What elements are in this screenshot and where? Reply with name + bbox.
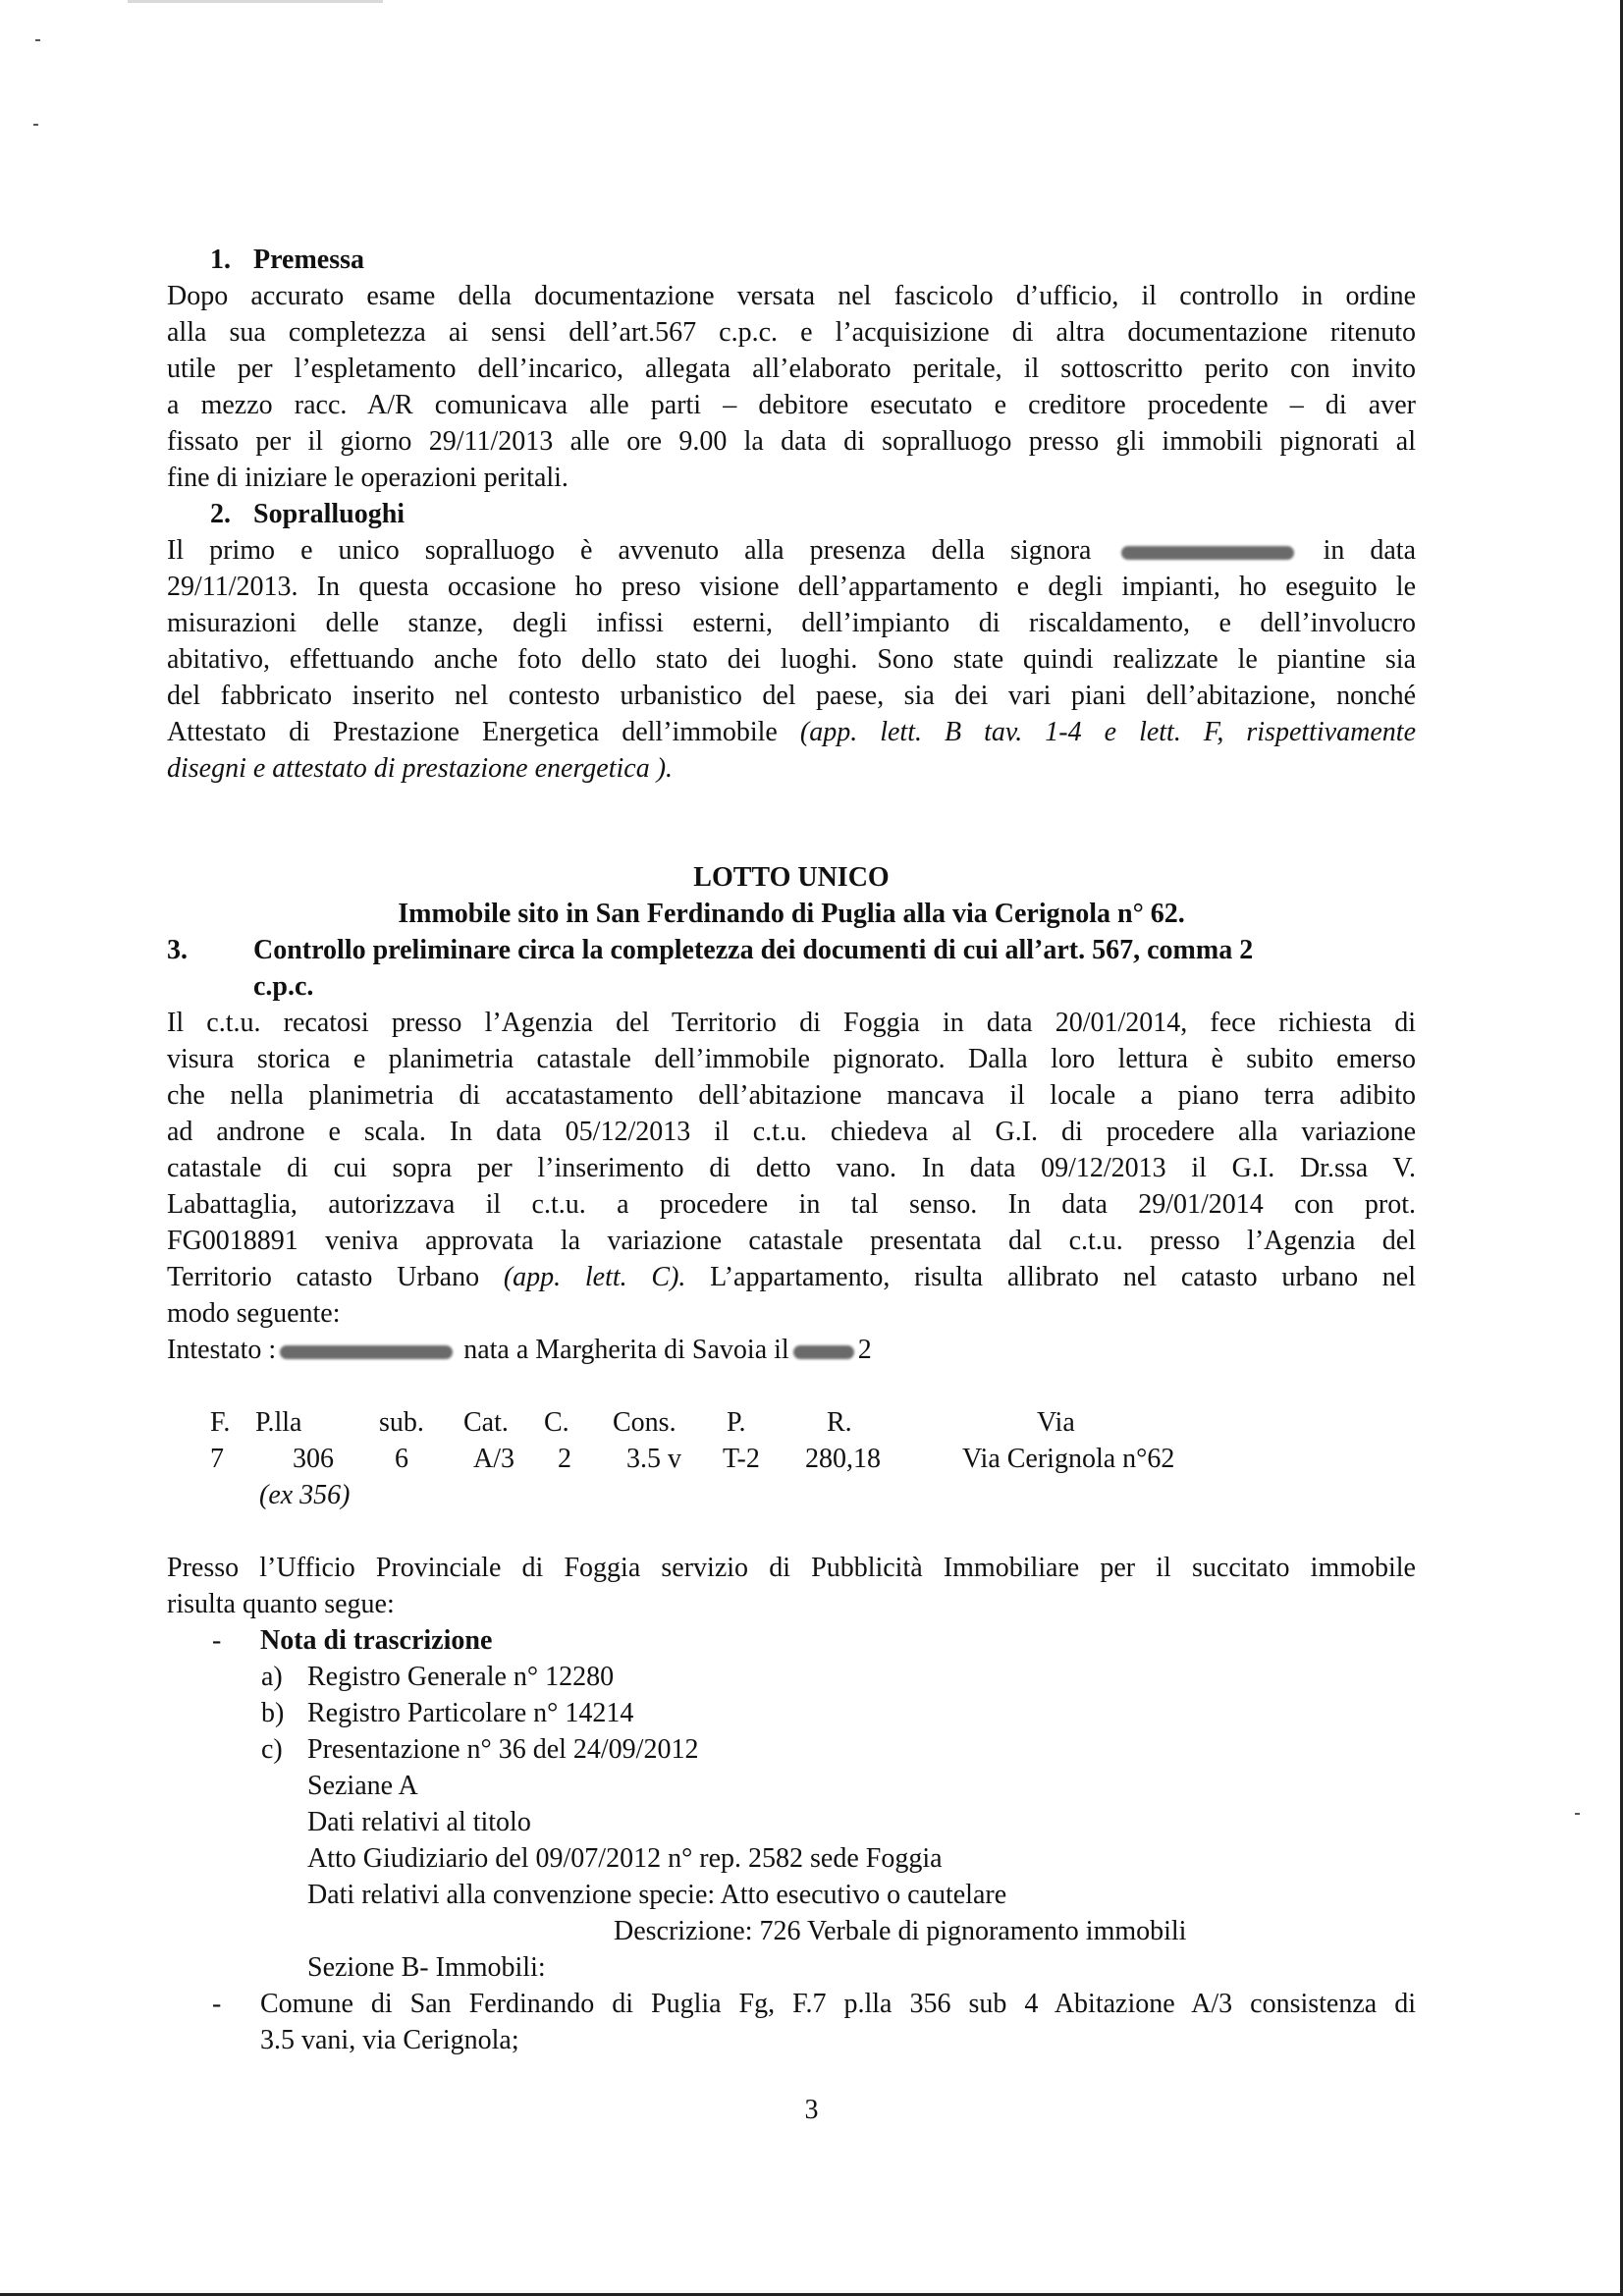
- scan-speck: [35, 39, 40, 41]
- table-header: Via: [1037, 1407, 1075, 1438]
- detail-line: Dati relativi alla convenzione specie: Atto esecutivo o cautelare: [307, 1880, 1007, 1910]
- detail-line: Dati relativi al titolo: [307, 1807, 531, 1837]
- list-item: a) Registro Generale n° 12280: [261, 1662, 615, 1692]
- comune-line: - Comune di San Ferdinando di Puglia Fg, F.7 p.lla 356 sub 4 Abitazione A/3 consistenza di: [212, 1989, 1416, 2019]
- detail-line: Seziane A: [307, 1771, 418, 1801]
- paragraph-line: del fabbricato inserito nel contesto urbanistico del paese, sia dei vari piani dell’abitazione, nonché: [167, 681, 1416, 711]
- cadastral-table: [167, 1404, 1416, 1513]
- scan-edge-top: [128, 0, 383, 3]
- table-cell: 280,18: [805, 1444, 881, 1474]
- section-heading-sopralluoghi: 2. Sopralluoghi: [210, 499, 406, 529]
- paragraph-line: che nella planimetria di accatastamento dell’abitazione mancava il locale a piano terra adibito: [167, 1080, 1416, 1111]
- redacted-name: [1121, 546, 1294, 560]
- table-header: R.: [827, 1407, 852, 1438]
- paragraph-line: Il primo e unico sopralluogo è avvenuto alla presenza della signora in data: [167, 535, 1417, 566]
- list-item: b) Registro Particolare n° 14214: [261, 1698, 634, 1728]
- lotto-subtitle: Immobile sito in San Ferdinando di Puglia alla via Cerignola n° 62.: [398, 899, 1185, 929]
- comune-line: 3.5 vani, via Cerignola;: [260, 2025, 519, 2055]
- table-header: Cons.: [613, 1407, 676, 1438]
- paragraph-line: utile per l’espletamento dell’incarico, allegata all’elaborato peritale, il sottoscritto perito con invito: [167, 354, 1416, 384]
- table-cell: 3.5 v: [626, 1444, 681, 1474]
- table-header: F.: [210, 1407, 231, 1438]
- detail-line: Sezione B- Immobili:: [307, 1952, 546, 1983]
- section-heading-premessa: 1. Premessa: [210, 245, 364, 275]
- paragraph-line: Dopo accurato esame della documentazione versata nel fascicolo d’ufficio, il controllo in ordine: [167, 281, 1416, 311]
- paragraph-line: 29/11/2013. In questa occasione ho preso visione dell’appartamento e degli impianti, ho eseguito le: [167, 572, 1416, 602]
- paragraph-line: Il c.t.u. recatosi presso l’Agenzia del Territorio di Foggia in data 20/01/2014, fece richiesta di: [167, 1008, 1416, 1038]
- table-note: (ex 356): [259, 1480, 351, 1510]
- scan-speck: [33, 124, 38, 126]
- detail-line: Atto Giudiziario del 09/07/2012 n° rep. 2582 sede Foggia: [307, 1843, 943, 1874]
- paragraph-line: a mezzo racc. A/R comunicava alle parti – debitore esecutato e creditore procedente – di aver: [167, 390, 1416, 420]
- table-header: P.: [727, 1407, 746, 1438]
- paragraph-line: Territorio catasto Urbano (app. lett. C). L’appartamento, risulta allibrato nel catasto urbano nel: [167, 1262, 1417, 1292]
- paragraph-line: Attestato di Prestazione Energetica dell’immobile (app. lett. B tav. 1-4 e lett. F, rispettivamente: [167, 717, 1416, 747]
- paragraph-line: Labattaglia, autorizzava il c.t.u. a procedere in tal senso. In data 29/01/2014 con prot.: [167, 1189, 1416, 1220]
- paragraph-line: abitativo, effettuando anche foto dello stato dei luoghi. Sono state quindi realizzate le piantine sia: [167, 644, 1416, 675]
- nota-trascrizione-heading: - Nota di trascrizione: [212, 1625, 493, 1656]
- table-header: C.: [544, 1407, 569, 1438]
- document-body: [167, 242, 1416, 2058]
- section-heading-controllo: 3. Controllo preliminare circa la completezza dei documenti di cui all’art. 567, comma 2: [167, 935, 1254, 965]
- paragraph-line: misurazioni delle stanze, degli infissi esterni, dell’impianto di riscaldamento, e dell’involucro: [167, 608, 1416, 638]
- paragraph-line: alla sua completezza ai sensi dell’art.567 c.p.c. e l’acquisizione di altra documentazione ritenuto: [167, 317, 1416, 348]
- section-heading-controllo-cont: c.p.c.: [253, 971, 314, 1002]
- lotto-title: LOTTO UNICO: [693, 862, 890, 893]
- paragraph-line: FG0018891 veniva approvata la variazione catastale presentata dal c.t.u. presso l’Agenzia del: [167, 1226, 1416, 1256]
- table-cell: A/3: [473, 1444, 514, 1474]
- page-number: 3: [804, 2095, 819, 2125]
- table-cell: Via Cerignola n°62: [962, 1444, 1175, 1474]
- table-cell: 7: [210, 1444, 224, 1474]
- redacted-name: [280, 1345, 453, 1359]
- paragraph-line: Presso l’Ufficio Provinciale di Foggia servizio di Pubblicità Immobiliare per il succitato immobile: [167, 1553, 1416, 1583]
- paragraph-line: fissato per il giorno 29/11/2013 alle ore 9.00 la data di sopralluogo presso gli immobili pignorati al: [167, 426, 1416, 457]
- paragraph-line: fine di iniziare le operazioni peritali.: [167, 463, 568, 493]
- paragraph-line: catastale di cui sopra per l’inserimento di detto vano. In data 09/12/2013 il G.I. Dr.ssa V.: [167, 1153, 1416, 1183]
- scan-speck: [1575, 1813, 1580, 1815]
- table-cell: T-2: [723, 1444, 760, 1474]
- paragraph-line: risulta quanto segue:: [167, 1589, 395, 1619]
- table-cell: 6: [395, 1444, 408, 1474]
- paragraph-line: ad androne e scala. In data 05/12/2013 il c.t.u. chiedeva al G.I. di procedere alla variazione: [167, 1117, 1416, 1147]
- paragraph-line: modo seguente:: [167, 1298, 341, 1329]
- table-cell: 306: [293, 1444, 334, 1474]
- detail-line: Descrizione: 726 Verbale di pignoramento immobili: [614, 1916, 1187, 1946]
- paragraph-line: visura storica e planimetria catastale dell’immobile pignorato. Dalla loro lettura è subito emerso: [167, 1044, 1416, 1074]
- table-header: Cat.: [463, 1407, 509, 1438]
- intestato-line: Intestato : nata a Margherita di Savoia il 2: [167, 1335, 872, 1365]
- paragraph-line: disegni e attestato di prestazione energetica ).: [167, 753, 674, 784]
- list-item: c) Presentazione n° 36 del 24/09/2012: [261, 1734, 699, 1765]
- table-header: P.lla: [255, 1407, 302, 1438]
- table-cell: 2: [558, 1444, 571, 1474]
- table-header: sub.: [379, 1407, 424, 1438]
- redacted-date: [793, 1345, 854, 1359]
